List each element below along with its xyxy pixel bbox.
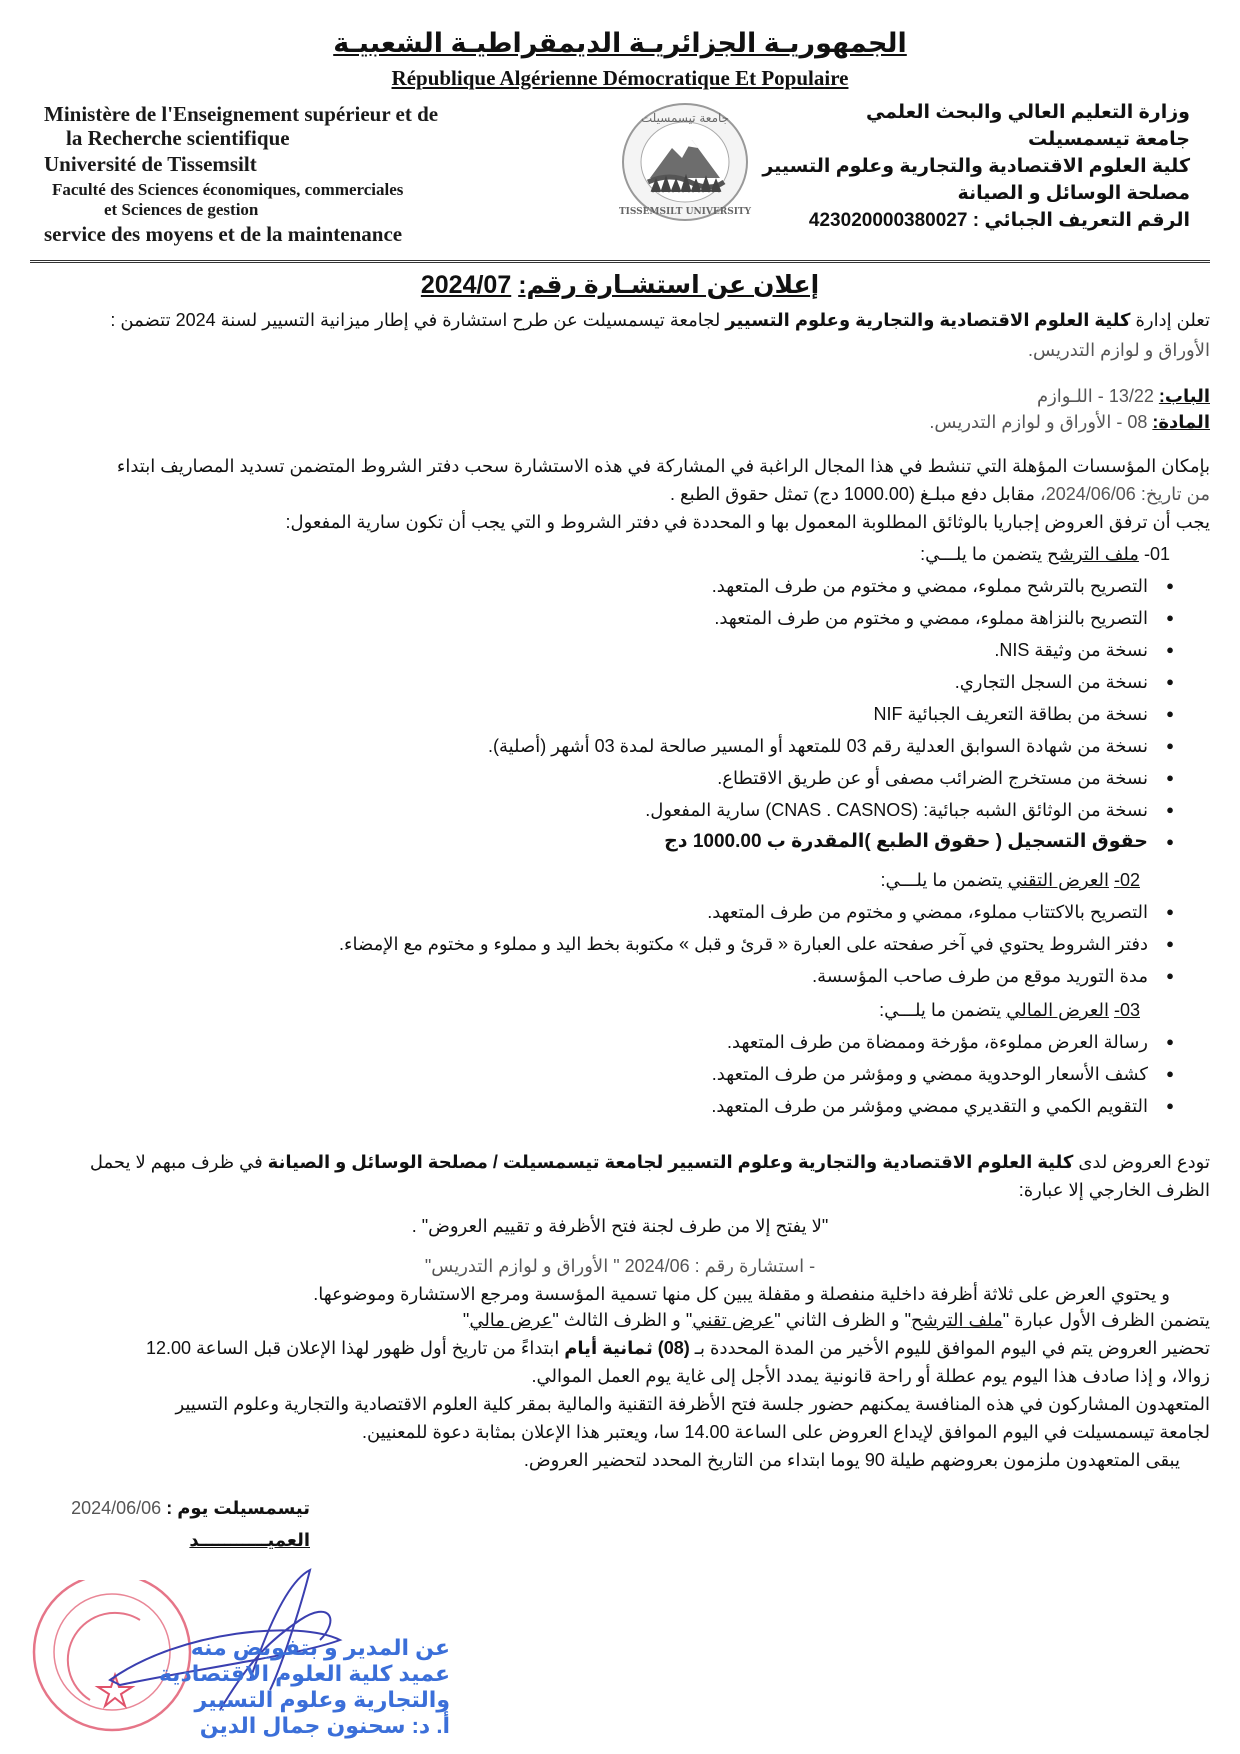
section-01-heading: [920, 544, 1170, 565]
section-title: ملف الترشح: [1047, 544, 1139, 564]
list-item: ● دفتر الشروط يحتوي في آخر صفحته على العبارة « قرئ و قبل » مكتوبة بخط اليد و مملوء و مختوم مع الإمضاء.: [30, 928, 1174, 960]
list-item: ● نسخة من شهادة السوابق العدلية رقم 03 للمتعهد أو المسير صالحة لمدة 03 أشهر (أصلية).: [60, 730, 1174, 762]
intro-faculty: كلية العلوم الاقتصادية والتجارية وعلوم التسيير: [725, 310, 1131, 330]
eligibility-fee: مقابل دفع مبلـغ (1000.00 دج) تمثل حقوق الطبع .: [670, 484, 1040, 504]
deadline-text-end: ابتداءً من تاريخ أول ظهور لهذا الإعلان قبل الساعة 12.00: [145, 1338, 565, 1358]
submission-place: كلية العلوم الاقتصادية والتجارية وعلوم التسيير لجامعة تيسمسيلت / مصلحة الوسائل و الصيانة: [267, 1152, 1074, 1172]
env-text: يتضمن الظرف الأول عبارة ": [1002, 1310, 1210, 1330]
service-name: service des moyens et de la maintenance: [44, 221, 403, 246]
section-title: العرض المالي: [1006, 1000, 1109, 1020]
env-text: ": [462, 1310, 470, 1330]
section-02-list: [30, 896, 1174, 992]
header-divider: [30, 260, 1210, 263]
deadline-line-3: المتعهدون المشاركون في هذه المنافسة يمكنهم حضور جلسة فتح الأظرفة التقنية والمالية بمقر كلية العلوم الاقتصادية والتجارية وعلوم التسيير: [175, 1394, 1210, 1414]
university-ar: جامعة تيسمسيلت: [1027, 128, 1190, 150]
chapter-label: الباب:: [1158, 386, 1210, 406]
title-number: 2024/07: [420, 271, 512, 299]
article-line: [929, 412, 1210, 433]
consultation-reference: - استشارة رقم : 2024/06 " الأوراق و لوازم التدريس": [424, 1256, 816, 1276]
logo-latin-text: TISSEMSILT UNIVERSITY: [618, 207, 752, 217]
section-title: العرض التقني: [1007, 870, 1109, 890]
section-03-heading: [879, 1000, 1140, 1021]
list-item: ● نسخة من وثيقة NIS.: [60, 634, 1174, 666]
faculty-line-2: et Sciences de gestion: [104, 199, 259, 219]
place-label: تيسمسيلت يوم :: [166, 1498, 310, 1518]
stamp-line-4: أ. د: سحنون جمال الدين: [199, 1712, 450, 1738]
envelope-quote: "لا يفتح إلا من طرف لجنة فتح الأظرفة و تقييم العروض" .: [411, 1216, 829, 1236]
section-number: 01-: [1143, 544, 1170, 564]
list-item: ● حقوق التسجيل ( حقوق الطبع )المقدرة ب 1000.00 دج: [60, 826, 1174, 858]
intro-line-1: [30, 310, 1210, 331]
eligibility-line-2: [670, 484, 1210, 505]
submission-text: تودع العروض لدى: [1073, 1152, 1210, 1172]
announcement-title: [0, 270, 1240, 300]
section-number: 03-: [1113, 1000, 1140, 1020]
dean-title: العميـــــــــــد: [189, 1530, 310, 1550]
stamp-line-2: عميد كلية العلوم الاقتصادية: [158, 1660, 450, 1686]
deadline-days: (08) ثمانية أيام: [564, 1338, 690, 1358]
section-02-heading: [881, 870, 1140, 891]
french-institution-block: [44, 102, 564, 246]
chapter-value: 13/22 - اللـوازم: [1036, 386, 1154, 406]
ministry-ar: وزارة التعليم العالي والبحث العلمي: [865, 102, 1190, 123]
university-name: Université de Tissemsilt: [44, 152, 257, 177]
ministry-line-1: Ministère de l'Enseignement supérieur et de: [44, 102, 439, 126]
list-item: ● نسخة من الوثائق الشبه جبائية: (CNAS . CASNOS) سارية المفعول.: [60, 794, 1174, 826]
intro-line-2: الأوراق و لوازم التدريس.: [1028, 340, 1210, 360]
faculty-ar: كلية العلوم الاقتصادية والتجارية وعلوم التسيير: [762, 155, 1190, 177]
ministry-line-2: la Recherche scientifique: [66, 126, 290, 151]
list-item: ● نسخة من السجل التجاري.: [60, 666, 1174, 698]
eligibility-date: من تاريخ: 2024/06/06،: [1039, 484, 1210, 504]
env-text: " و الظرف الثالث ": [552, 1310, 693, 1330]
logo-arabic-text: جامعة تيسمسيلت: [640, 111, 730, 125]
envelope-2-label: عرض تقني: [692, 1310, 775, 1330]
envelopes-contents: [463, 1310, 1210, 1331]
list-item: ● كشف الأسعار الوحدوية ممضي و ومؤشر من طرف المتعهد.: [60, 1058, 1174, 1090]
republic-french-heading: République Algérienne Démocratique Et Populaire: [391, 66, 849, 90]
section-01-list: [60, 570, 1174, 858]
envelope-3-label: عرض مالي: [469, 1310, 553, 1330]
section-03-list: [60, 1026, 1174, 1122]
env-text: " و الظرف الثاني ": [774, 1310, 911, 1330]
list-item: ● مدة التوريد موقع من طرف صاحب المؤسسة.: [30, 960, 1174, 992]
eligibility-line-3: يجب أن ترفق العروض إجباريا بالوثائق المطلوبة المعمول بها و المحددة في دفتر الشروط و التي يجب أن تكون سارية المفعول:: [285, 512, 1210, 532]
signature-date-line: [71, 1498, 310, 1519]
signature-date: 2024/06/06: [71, 1498, 162, 1518]
chapter-line: [1037, 386, 1210, 407]
eligibility-line-1: بإمكان المؤسسات المؤهلة التي تنشط في هذا المجال الراغبة في المشاركة في هذه الاستشارة سحب دفتر الشروط المتضمن تسديد المصاريف ابتداء: [116, 456, 1210, 476]
republic-arabic-heading: الجمهوريـة الجزائريـة الديمقراطيـة الشعبيـة: [333, 28, 907, 58]
tax-id-label: الرقم التعريف الجبائي :: [972, 209, 1190, 231]
list-item: ● نسخة من بطاقة التعريف الجبائية NIF: [60, 698, 1174, 730]
list-item: ● التصريح بالترشح مملوء، ممضي و مختوم من طرف المتعهد.: [60, 570, 1174, 602]
submission-line-1: [30, 1152, 1210, 1173]
faculty-line-1: Faculté des Sciences économiques, commerciales: [52, 180, 404, 200]
list-item: ● التقويم الكمي و التقديري ممضي ومؤشر من طرف المتعهد.: [60, 1090, 1174, 1122]
title-label: إعلان عن استشـارة رقم:: [518, 271, 820, 299]
submission-text-end: في ظرف مبهم لا يحمل: [89, 1152, 268, 1172]
section-suffix: يتضمن ما يلـــي:: [880, 870, 1008, 890]
deadline-line-2: زوالا، و إذا صادف هذا اليوم يوم عطلة أو راحة قانونية يمدد الأجل إلى غاية يوم العمل الموالي.: [531, 1366, 1210, 1386]
stamp-line-3: والتجارية وعلوم التسيير: [194, 1686, 450, 1712]
section-suffix: يتضمن ما يلـــي:: [920, 544, 1048, 564]
arabic-institution-block: [740, 100, 1190, 235]
intro-text: تعلن إدارة: [1130, 310, 1210, 330]
deadline-line-4: لجامعة تيسمسيلت في اليوم الموافق لإيداع العروض على الساعة 14.00 سا، ويعتبر هذا الإعلان بمثابة دعوة للمعنيين.: [361, 1422, 1210, 1442]
stamp-line-1: عن المدير و بتفويض منه: [190, 1635, 450, 1660]
envelopes-description: و يحتوي العرض على ثلاثة أظرفة داخلية منفصلة و مقفلة يبين كل منها تسمية المؤسسة ومرجع الاستشارة وموضوعها.: [313, 1284, 1170, 1304]
list-item: ● التصريح بالنزاهة مملوء، ممضي و مختوم من طرف المتعهد.: [60, 602, 1174, 634]
deadline-line-1: [50, 1338, 1210, 1359]
list-item: ● نسخة من مستخرج الضرائب مصفى أو عن طريق الاقتطاع.: [60, 762, 1174, 794]
article-label: المادة:: [1152, 412, 1210, 432]
tax-id-row: [740, 208, 1190, 235]
deadline-text: تحضير العروض يتم في اليوم الموافق لليوم الأخير من المدة المحددة بـ: [689, 1338, 1210, 1358]
tax-id-value: 423020000380027: [808, 209, 968, 231]
envelope-1-label: ملف الترشح: [910, 1310, 1003, 1330]
dean-stamp-text: [120, 1635, 450, 1739]
section-suffix: يتضمن ما يلـــي:: [879, 1000, 1007, 1020]
deadline-line-5: يبقى المتعهدون ملزمون بعروضهم طيلة 90 يوما ابتداء من التاريخ المحدد لتحضير العروض.: [523, 1450, 1180, 1470]
list-item: ● التصريح بالاكتتاب مملوء، ممضي و مختوم من طرف المتعهد.: [30, 896, 1174, 928]
section-number: 02-: [1113, 870, 1140, 890]
list-item: ● رسالة العرض مملوءة، مؤرخة وممضاة من طرف المتعهد.: [60, 1026, 1174, 1058]
article-value: 08 - الأوراق و لوازم التدريس.: [929, 412, 1148, 432]
intro-text-end: لجامعة تيسمسيلت عن طرح استشارة في إطار ميزانية التسيير لسنة 2024 تتضمن :: [110, 310, 726, 330]
service-ar: مصلحة الوسائل و الصيانة: [957, 182, 1190, 204]
submission-line-2: الظرف الخارجي إلا عبارة:: [1018, 1180, 1210, 1200]
